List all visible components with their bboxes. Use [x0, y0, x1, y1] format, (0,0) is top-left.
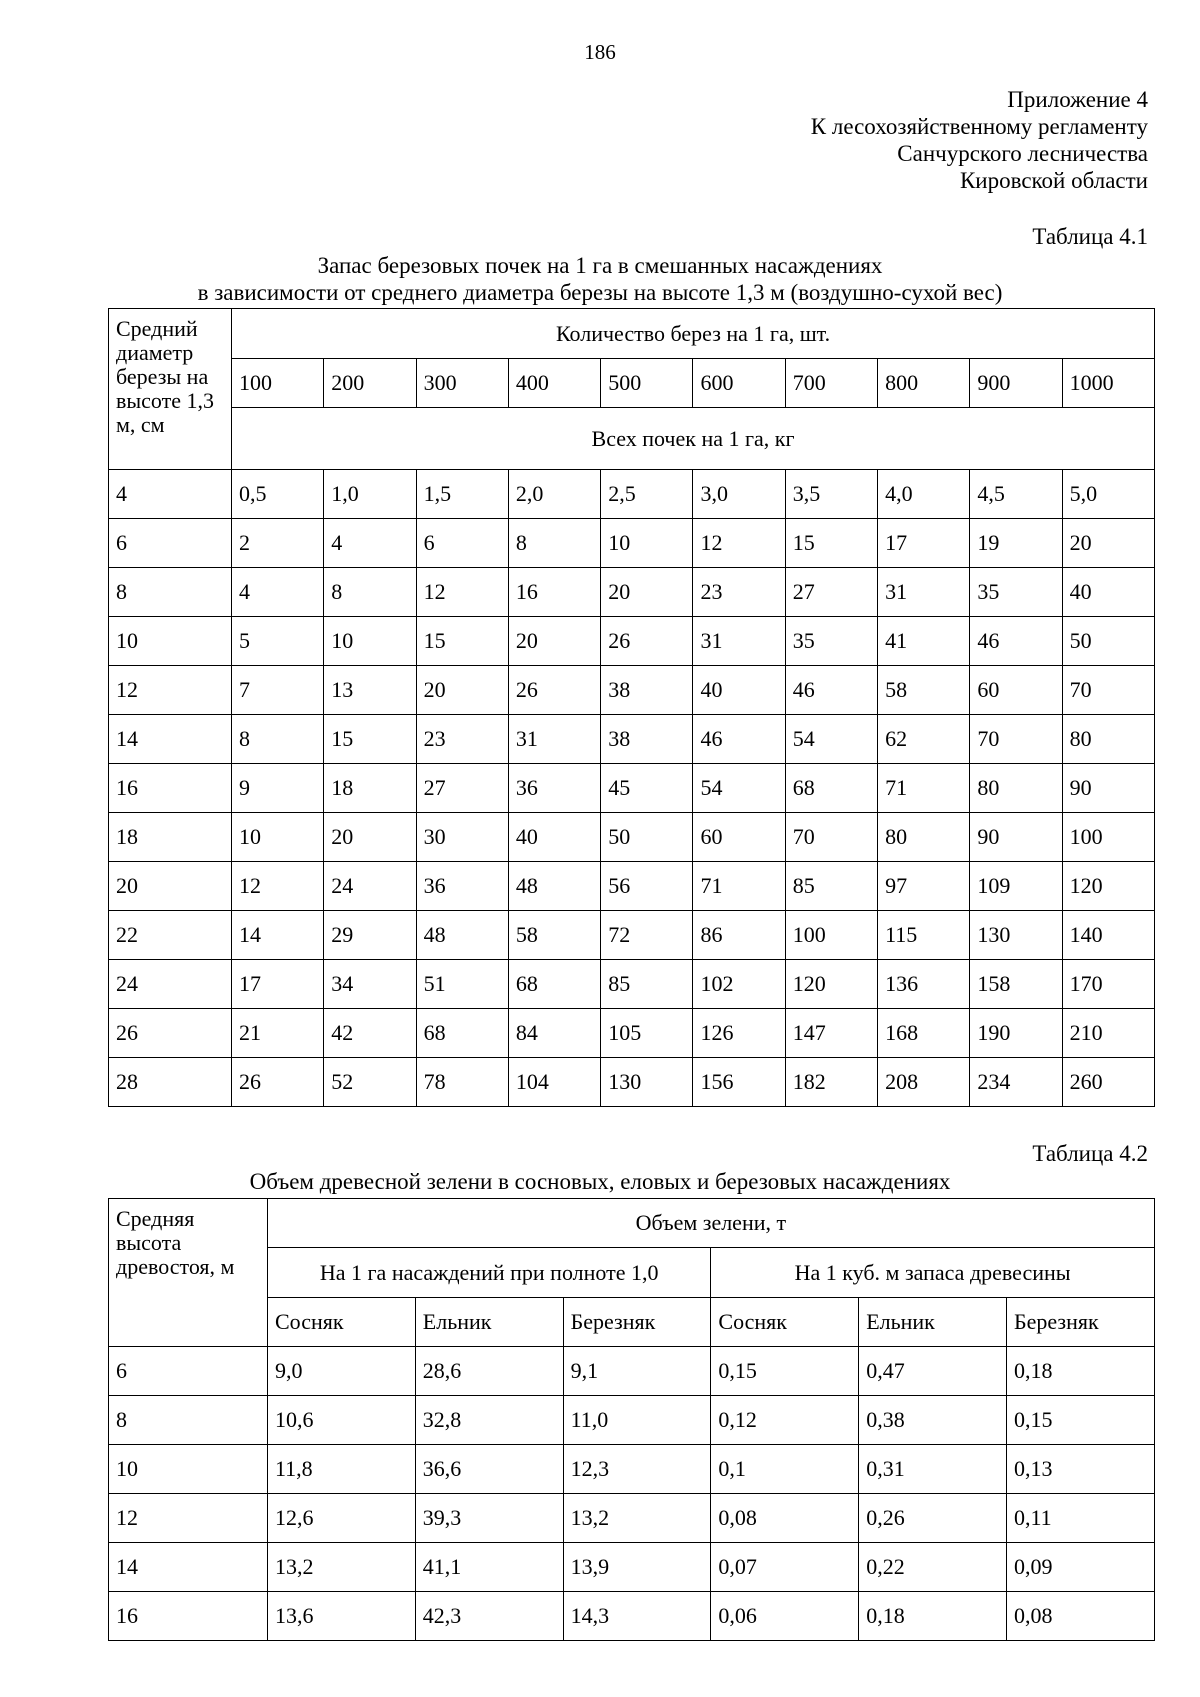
tree-count-header: 600 [693, 359, 785, 408]
buds-value-cell: 60 [970, 666, 1062, 715]
buds-value-cell: 38 [601, 715, 693, 764]
buds-value-cell: 70 [970, 715, 1062, 764]
buds-value-cell: 34 [324, 960, 416, 1009]
diameter-cell: 22 [109, 911, 232, 960]
species-header: Ельник [859, 1298, 1007, 1347]
volume-value-cell: 28,6 [415, 1347, 563, 1396]
volume-value-cell: 0,08 [711, 1494, 859, 1543]
buds-value-cell: 85 [785, 862, 877, 911]
diameter-cell: 12 [109, 666, 232, 715]
buds-value-cell: 234 [970, 1058, 1062, 1107]
table1-title-line: в зависимости от среднего диаметра березы на высоте 1,3 м (воздушно-сухой вес) [197, 280, 1003, 305]
volume-value-cell: 0,15 [1006, 1396, 1154, 1445]
buds-value-cell: 140 [1062, 911, 1154, 960]
table-row [109, 470, 1155, 519]
table-row [109, 519, 1155, 568]
volume-value-cell: 0,11 [1006, 1494, 1154, 1543]
volume-value-cell: 0,12 [711, 1396, 859, 1445]
buds-value-cell: 45 [601, 764, 693, 813]
buds-value-cell: 115 [878, 911, 970, 960]
volume-value-cell: 0,26 [859, 1494, 1007, 1543]
volume-value-cell: 32,8 [415, 1396, 563, 1445]
diameter-cell: 18 [109, 813, 232, 862]
buds-value-cell: 90 [970, 813, 1062, 862]
buds-value-cell: 90 [1062, 764, 1154, 813]
volume-value-cell: 0,47 [859, 1347, 1007, 1396]
buds-value-cell: 40 [693, 666, 785, 715]
volume-value-cell: 0,22 [859, 1543, 1007, 1592]
buds-value-cell: 20 [1062, 519, 1154, 568]
height-cell: 14 [109, 1543, 268, 1592]
buds-value-cell: 62 [878, 715, 970, 764]
buds-value-cell: 58 [508, 911, 600, 960]
buds-value-cell: 8 [232, 715, 324, 764]
buds-value-cell: 10 [232, 813, 324, 862]
buds-value-cell: 208 [878, 1058, 970, 1107]
table-row [109, 568, 1155, 617]
volume-value-cell: 11,8 [268, 1445, 416, 1494]
volume-value-cell: 0,1 [711, 1445, 859, 1494]
buds-value-cell: 102 [693, 960, 785, 1009]
buds-value-cell: 1,0 [324, 470, 416, 519]
buds-value-cell: 23 [416, 715, 508, 764]
buds-value-cell: 14 [232, 911, 324, 960]
table-row [109, 1058, 1155, 1107]
table2-row-header: Средняя высота древостоя, м [109, 1199, 268, 1347]
buds-value-cell: 48 [508, 862, 600, 911]
buds-value-cell: 210 [1062, 1009, 1154, 1058]
table-row [109, 862, 1155, 911]
volume-value-cell: 0,18 [1006, 1347, 1154, 1396]
buds-value-cell: 6 [416, 519, 508, 568]
buds-value-cell: 56 [601, 862, 693, 911]
buds-value-cell: 0,5 [232, 470, 324, 519]
buds-value-cell: 8 [508, 519, 600, 568]
table-row [109, 1009, 1155, 1058]
volume-value-cell: 13,2 [268, 1543, 416, 1592]
species-header: Березняк [563, 1298, 711, 1347]
buds-value-cell: 46 [693, 715, 785, 764]
buds-value-cell: 100 [785, 911, 877, 960]
buds-value-cell: 38 [601, 666, 693, 715]
buds-value-cell: 80 [878, 813, 970, 862]
table1-count-header: Количество берез на 1 га, шт. [232, 309, 1155, 359]
diameter-cell: 28 [109, 1058, 232, 1107]
greenery-volume-table [108, 1198, 1155, 1641]
buds-value-cell: 3,5 [785, 470, 877, 519]
table-row [109, 1347, 1155, 1396]
volume-value-cell: 39,3 [415, 1494, 563, 1543]
buds-value-cell: 260 [1062, 1058, 1154, 1107]
buds-value-cell: 40 [1062, 568, 1154, 617]
table-row [109, 617, 1155, 666]
buds-value-cell: 80 [970, 764, 1062, 813]
table-row [109, 911, 1155, 960]
buds-value-cell: 16 [508, 568, 600, 617]
height-cell: 10 [109, 1445, 268, 1494]
buds-value-cell: 147 [785, 1009, 877, 1058]
volume-value-cell: 41,1 [415, 1543, 563, 1592]
buds-value-cell: 27 [416, 764, 508, 813]
buds-value-cell: 10 [601, 519, 693, 568]
table1-buds-header: Всех почек на 1 га, кг [232, 408, 1155, 470]
tree-count-header: 700 [785, 359, 877, 408]
buds-value-cell: 71 [878, 764, 970, 813]
buds-value-cell: 58 [878, 666, 970, 715]
volume-value-cell: 14,3 [563, 1592, 711, 1641]
buds-value-cell: 2,5 [601, 470, 693, 519]
diameter-cell: 20 [109, 862, 232, 911]
buds-value-cell: 27 [785, 568, 877, 617]
buds-value-cell: 31 [878, 568, 970, 617]
buds-value-cell: 35 [785, 617, 877, 666]
buds-value-cell: 20 [324, 813, 416, 862]
buds-value-cell: 12 [693, 519, 785, 568]
buds-value-cell: 120 [785, 960, 877, 1009]
diameter-cell: 26 [109, 1009, 232, 1058]
buds-value-cell: 168 [878, 1009, 970, 1058]
table-row [109, 1445, 1155, 1494]
buds-value-cell: 36 [508, 764, 600, 813]
buds-value-cell: 19 [970, 519, 1062, 568]
appendix-line: Санчурского лесничества [897, 141, 1148, 166]
buds-value-cell: 30 [416, 813, 508, 862]
buds-value-cell: 68 [508, 960, 600, 1009]
table2-volume-header: Объем зелени, т [268, 1199, 1155, 1248]
tree-count-header: 200 [324, 359, 416, 408]
buds-value-cell: 3,0 [693, 470, 785, 519]
buds-value-cell: 5 [232, 617, 324, 666]
buds-value-cell: 60 [693, 813, 785, 862]
buds-value-cell: 5,0 [1062, 470, 1154, 519]
appendix-line: Приложение 4 [1007, 87, 1148, 112]
tree-count-header: 900 [970, 359, 1062, 408]
height-cell: 8 [109, 1396, 268, 1445]
buds-value-cell: 4 [232, 568, 324, 617]
species-header: Ельник [415, 1298, 563, 1347]
buds-value-cell: 170 [1062, 960, 1154, 1009]
buds-value-cell: 20 [508, 617, 600, 666]
buds-value-cell: 24 [324, 862, 416, 911]
table-row [109, 1543, 1155, 1592]
height-cell: 12 [109, 1494, 268, 1543]
buds-value-cell: 46 [970, 617, 1062, 666]
table2-title: Объем древесной зелени в сосновых, еловых и березовых насаждениях [249, 1169, 951, 1194]
diameter-cell: 8 [109, 568, 232, 617]
volume-value-cell: 11,0 [563, 1396, 711, 1445]
tree-count-header: 1000 [1062, 359, 1154, 408]
height-cell: 6 [109, 1347, 268, 1396]
buds-value-cell: 2,0 [508, 470, 600, 519]
buds-value-cell: 20 [601, 568, 693, 617]
buds-value-cell: 100 [1062, 813, 1154, 862]
buds-value-cell: 158 [970, 960, 1062, 1009]
table-row [109, 813, 1155, 862]
volume-value-cell: 13,6 [268, 1592, 416, 1641]
buds-value-cell: 51 [416, 960, 508, 1009]
volume-value-cell: 12,3 [563, 1445, 711, 1494]
buds-value-cell: 26 [232, 1058, 324, 1107]
buds-value-cell: 8 [324, 568, 416, 617]
buds-value-cell: 136 [878, 960, 970, 1009]
diameter-cell: 4 [109, 470, 232, 519]
buds-value-cell: 54 [785, 715, 877, 764]
buds-value-cell: 31 [693, 617, 785, 666]
birch-buds-table [108, 308, 1155, 1107]
buds-value-cell: 68 [785, 764, 877, 813]
buds-value-cell: 17 [232, 960, 324, 1009]
buds-value-cell: 35 [970, 568, 1062, 617]
volume-value-cell: 12,6 [268, 1494, 416, 1543]
volume-value-cell: 0,13 [1006, 1445, 1154, 1494]
buds-value-cell: 50 [601, 813, 693, 862]
volume-value-cell: 10,6 [268, 1396, 416, 1445]
buds-value-cell: 18 [324, 764, 416, 813]
table1-title [0, 252, 1200, 306]
table-row [109, 1494, 1155, 1543]
table-row [109, 1592, 1155, 1641]
buds-value-cell: 7 [232, 666, 324, 715]
buds-value-cell: 15 [785, 519, 877, 568]
table1-label: Таблица 4.1 [1032, 224, 1148, 249]
buds-value-cell: 68 [416, 1009, 508, 1058]
buds-value-cell: 26 [508, 666, 600, 715]
buds-value-cell: 1,5 [416, 470, 508, 519]
volume-value-cell: 13,9 [563, 1543, 711, 1592]
buds-value-cell: 50 [1062, 617, 1154, 666]
volume-value-cell: 13,2 [563, 1494, 711, 1543]
table-row [109, 960, 1155, 1009]
species-header: Сосняк [711, 1298, 859, 1347]
buds-value-cell: 12 [232, 862, 324, 911]
volume-value-cell: 36,6 [415, 1445, 563, 1494]
buds-value-cell: 72 [601, 911, 693, 960]
buds-value-cell: 126 [693, 1009, 785, 1058]
species-header: Березняк [1006, 1298, 1154, 1347]
buds-value-cell: 130 [970, 911, 1062, 960]
table-row [109, 666, 1155, 715]
buds-value-cell: 52 [324, 1058, 416, 1107]
tree-count-header: 100 [232, 359, 324, 408]
diameter-cell: 6 [109, 519, 232, 568]
table-row [109, 715, 1155, 764]
buds-value-cell: 9 [232, 764, 324, 813]
table2-label: Таблица 4.2 [1032, 1141, 1148, 1166]
buds-value-cell: 31 [508, 715, 600, 764]
table1-row-header: Средний диаметр березы на высоте 1,3 м, см [109, 309, 232, 470]
volume-value-cell: 0,31 [859, 1445, 1007, 1494]
buds-value-cell: 70 [785, 813, 877, 862]
buds-value-cell: 4,0 [878, 470, 970, 519]
buds-value-cell: 48 [416, 911, 508, 960]
tree-count-header: 300 [416, 359, 508, 408]
buds-value-cell: 4 [324, 519, 416, 568]
table1-title-line: Запас березовых почек на 1 га в смешанных насаждениях [317, 253, 883, 278]
volume-value-cell: 0,07 [711, 1543, 859, 1592]
buds-value-cell: 71 [693, 862, 785, 911]
volume-value-cell: 0,08 [1006, 1592, 1154, 1641]
volume-value-cell: 0,15 [711, 1347, 859, 1396]
buds-value-cell: 80 [1062, 715, 1154, 764]
buds-value-cell: 42 [324, 1009, 416, 1058]
buds-value-cell: 2 [232, 519, 324, 568]
buds-value-cell: 70 [1062, 666, 1154, 715]
buds-value-cell: 97 [878, 862, 970, 911]
volume-value-cell: 42,3 [415, 1592, 563, 1641]
buds-value-cell: 86 [693, 911, 785, 960]
volume-value-cell: 0,06 [711, 1592, 859, 1641]
appendix-line: Кировской области [959, 168, 1148, 193]
volume-value-cell: 0,18 [859, 1592, 1007, 1641]
buds-value-cell: 190 [970, 1009, 1062, 1058]
buds-value-cell: 20 [416, 666, 508, 715]
volume-value-cell: 9,1 [563, 1347, 711, 1396]
buds-value-cell: 130 [601, 1058, 693, 1107]
diameter-cell: 16 [109, 764, 232, 813]
buds-value-cell: 182 [785, 1058, 877, 1107]
buds-value-cell: 84 [508, 1009, 600, 1058]
buds-value-cell: 40 [508, 813, 600, 862]
volume-value-cell: 0,38 [859, 1396, 1007, 1445]
appendix-heading [811, 86, 1148, 194]
buds-value-cell: 104 [508, 1058, 600, 1107]
diameter-cell: 14 [109, 715, 232, 764]
buds-value-cell: 12 [416, 568, 508, 617]
buds-value-cell: 29 [324, 911, 416, 960]
tree-count-header: 800 [878, 359, 970, 408]
buds-value-cell: 26 [601, 617, 693, 666]
height-cell: 16 [109, 1592, 268, 1641]
buds-value-cell: 109 [970, 862, 1062, 911]
table2-group-per-ha: На 1 га насаждений при полноте 1,0 [268, 1248, 711, 1298]
diameter-cell: 24 [109, 960, 232, 1009]
buds-value-cell: 17 [878, 519, 970, 568]
buds-value-cell: 85 [601, 960, 693, 1009]
tree-count-header: 400 [508, 359, 600, 408]
appendix-line: К лесохозяйственному регламенту [810, 114, 1148, 139]
buds-value-cell: 46 [785, 666, 877, 715]
buds-value-cell: 13 [324, 666, 416, 715]
tree-count-header: 500 [601, 359, 693, 408]
buds-value-cell: 21 [232, 1009, 324, 1058]
buds-value-cell: 4,5 [970, 470, 1062, 519]
buds-value-cell: 36 [416, 862, 508, 911]
buds-value-cell: 41 [878, 617, 970, 666]
buds-value-cell: 105 [601, 1009, 693, 1058]
table2-group-per-m3: На 1 куб. м запаса древесины [711, 1248, 1154, 1298]
volume-value-cell: 0,09 [1006, 1543, 1154, 1592]
table-row [109, 1396, 1155, 1445]
table-row [109, 764, 1155, 813]
volume-value-cell: 9,0 [268, 1347, 416, 1396]
diameter-cell: 10 [109, 617, 232, 666]
buds-value-cell: 120 [1062, 862, 1154, 911]
page-number: 186 [584, 40, 616, 64]
species-header: Сосняк [268, 1298, 416, 1347]
buds-value-cell: 78 [416, 1058, 508, 1107]
buds-value-cell: 54 [693, 764, 785, 813]
buds-value-cell: 10 [324, 617, 416, 666]
buds-value-cell: 156 [693, 1058, 785, 1107]
buds-value-cell: 15 [416, 617, 508, 666]
buds-value-cell: 15 [324, 715, 416, 764]
buds-value-cell: 23 [693, 568, 785, 617]
